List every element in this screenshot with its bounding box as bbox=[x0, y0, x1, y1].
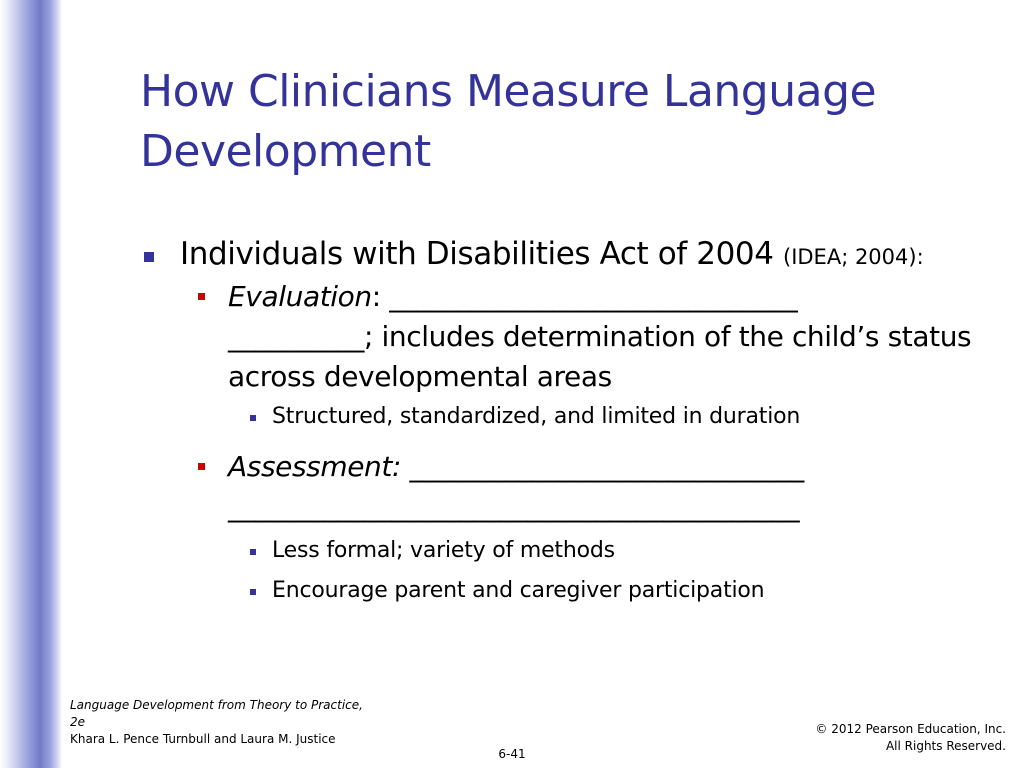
evaluation-term: Evaluation bbox=[228, 280, 372, 313]
assessment-blank-1: _____________________________ bbox=[401, 450, 804, 483]
slide-title: How Clinicians Measure Language Development bbox=[140, 66, 877, 177]
assessment-term: Assessment: bbox=[228, 450, 401, 483]
footer-book-title: Language Development from Theory to Practice, 2e bbox=[70, 698, 363, 729]
evaluation-blank-1: ______________________________ bbox=[389, 280, 798, 313]
footer-book-info bbox=[70, 697, 370, 748]
bullet-idea-text: Individuals with Disabilities Act of 2004 bbox=[180, 236, 783, 272]
footer-copyright bbox=[746, 721, 1006, 755]
bullet-assessment-sub-1 bbox=[228, 531, 1000, 571]
footer-copyright-line: © 2012 Pearson Education, Inc. bbox=[815, 722, 1006, 736]
footer-page-number: 6-41 bbox=[498, 747, 526, 761]
slide-content bbox=[140, 236, 1000, 611]
evaluation-sub-text: Structured, standardized, and limited in duration bbox=[272, 404, 801, 429]
bullet-idea bbox=[140, 236, 1000, 275]
square-bullet-icon bbox=[250, 549, 256, 555]
square-bullet-icon bbox=[250, 589, 256, 595]
bullet-idea-citation: (IDEA; 2004): bbox=[783, 245, 924, 269]
bullet-evaluation bbox=[188, 277, 1000, 397]
bullet-assessment bbox=[188, 447, 1000, 527]
square-bullet-icon bbox=[250, 415, 256, 421]
decorative-left-band bbox=[0, 0, 62, 768]
square-bullet-icon bbox=[144, 252, 154, 262]
bullet-evaluation-sub bbox=[228, 397, 1000, 437]
evaluation-blank-2: __________ bbox=[228, 320, 365, 353]
footer-authors: Khara L. Pence Turnbull and Laura M. Justice bbox=[70, 732, 336, 746]
bullet-assessment-sub-2 bbox=[228, 571, 1000, 611]
assessment-sub-2-text: Encourage parent and caregiver participation bbox=[272, 578, 765, 603]
square-bullet-icon bbox=[198, 463, 205, 470]
footer-rights-line: All Rights Reserved. bbox=[885, 739, 1006, 753]
assessment-sub-1-text: Less formal; variety of methods bbox=[272, 538, 615, 563]
evaluation-description: ; includes determination of the child’s status across developmental areas bbox=[228, 320, 972, 393]
square-bullet-icon bbox=[198, 293, 205, 300]
evaluation-colon: : bbox=[371, 280, 390, 313]
assessment-blank-2: __________________________________________ bbox=[228, 490, 800, 523]
